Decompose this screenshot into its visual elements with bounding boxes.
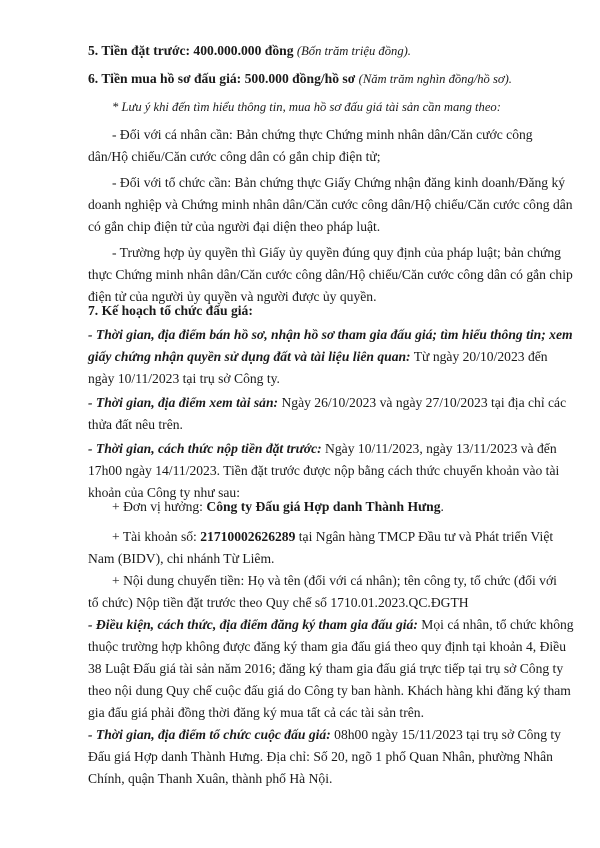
- item-6-dossier-fee: [88, 68, 528, 90]
- bank-account: [88, 526, 554, 570]
- text-line: thuộc trường hợp không được đăng ký tham gia đấu giá theo quy định tại khoản 4, Điều: [88, 639, 567, 654]
- text-line: thực Chứng minh nhân dân/Căn cước công dân/Hộ chiếu/Căn cước công dân có gắn chip: [88, 267, 573, 282]
- text-line: tổ chức) Nộp tiền đặt trước theo Quy chế số 1710.01.2023.QC.ĐGTH: [88, 595, 469, 610]
- plan-2-rest: Ngày 26/10/2023 và ngày 27/10/2023 tại địa chỉ các: [278, 395, 567, 410]
- plan-5-heading: - Thời gian, địa điểm tổ chức cuộc đấu giá:: [88, 727, 331, 742]
- text-line: có gắn chip điện tử của người đại diện theo pháp luật.: [88, 219, 381, 234]
- text-line: ngày 10/11/2023 tại trụ sở Công ty.: [88, 371, 280, 386]
- plan-3-rest: Ngày 10/11/2023, ngày 13/11/2023 và đến: [321, 441, 557, 456]
- plan-1-heading-line-2: giấy chứng nhận quyền sử dụng đất và tài liệu liên quan:: [88, 349, 411, 364]
- item-6-label: 6. Tiền mua hồ sơ đấu giá: 500.000 đồng/hồ sơ: [88, 71, 356, 86]
- text-line: thửa đất nêu trên.: [88, 417, 183, 432]
- plan-property-viewing: [88, 392, 567, 436]
- text-line: 38 Luật Đấu giá tài sản năm 2016; đăng ký tham gia đấu giá trực tiếp tại trụ sở Công ty: [88, 661, 564, 676]
- beneficiary-name: Công ty Đấu giá Hợp danh Thành Hưng: [206, 499, 441, 514]
- account-number: 21710002626289: [200, 529, 296, 544]
- item-5-label: 5. Tiền đặt trước: 400.000.000 đồng: [88, 43, 294, 58]
- text-line: Đấu giá Hợp danh Thành Hưng. Địa chỉ: Số 20, ngõ 1 phố Quan Nhân, phường Nhân: [88, 749, 553, 764]
- note-intro: * Lưu ý khi đến tìm hiểu thông tin, mua hồ sơ đấu giá tài sản cần mang theo:: [112, 100, 501, 114]
- text-line: 17h00 ngày 14/11/2023. Tiền đặt trước được nộp bằng cách thức chuyển khoản vào tài: [88, 463, 560, 478]
- plan-4-heading: - Điều kiện, cách thức, địa điểm đăng ký tham gia đấu giá:: [88, 617, 418, 632]
- text-line: khoản của Công ty như sau:: [88, 485, 240, 500]
- plan-auction-session: [88, 724, 561, 790]
- text-line: Nam (BIDV), chi nhánh Từ Liêm.: [88, 551, 275, 566]
- text-line: điện tử của người ủy quyền và người được ủy quyền.: [88, 289, 377, 304]
- item-6-note: (Năm trăm nghìn đồng/hồ sơ).: [358, 72, 512, 86]
- requirement-organization: [88, 172, 573, 238]
- plan-1-heading-line-1: - Thời gian, địa điểm bán hồ sơ, nhận hồ sơ tham gia đấu giá; tìm hiểu thông tin; xem: [88, 327, 573, 342]
- plan-registration: [88, 614, 574, 724]
- text-line: - Trường hợp ủy quyền thì Giấy ủy quyền đúng quy định của pháp luật; bản chứng: [112, 245, 561, 260]
- punctuation: .: [440, 499, 444, 514]
- text-line: gia đấu giá phải đồng thời đăng ký mua tất cả các tài sản trên.: [88, 705, 424, 720]
- requirement-authorization: [88, 242, 573, 308]
- beneficiary-label: + Đơn vị hưởng:: [112, 499, 207, 514]
- text-line: Chính, quận Thanh Xuân, thành phố Hà Nội.: [88, 771, 333, 786]
- text-line: - Đối với cá nhân cần: Bản chứng thực Chứng minh nhân dân/Căn cước công: [112, 127, 533, 142]
- requirement-individual: [88, 124, 533, 168]
- plan-5-rest: 08h00 ngày 15/11/2023 tại trụ sở Công ty: [330, 727, 561, 742]
- item-7-heading: 7. Kế hoạch tổ chức đấu giá:: [88, 303, 253, 318]
- text-line: dân/Hộ chiếu/Căn cước công dân có gắn chip điện tử;: [88, 149, 381, 164]
- plan-deposit-payment: [88, 438, 560, 504]
- account-rest: tại Ngân hàng TMCP Đầu tư và Phát triển Việt: [295, 529, 554, 544]
- bank-beneficiary: [112, 496, 528, 518]
- text-line: doanh nghiệp và Chứng minh nhân dân/Căn cước công dân/Hộ chiếu/Căn cước công dân: [88, 197, 573, 212]
- plan-3-heading: - Thời gian, cách thức nộp tiền đặt trước:: [88, 441, 322, 456]
- item-5-note: (Bốn trăm triệu đồng).: [296, 44, 411, 58]
- account-label: + Tài khoản số:: [112, 529, 201, 544]
- plan-dossier-sale: [88, 324, 573, 390]
- item-5-deposit: [88, 40, 528, 62]
- transfer-content: [88, 570, 557, 614]
- plan-4-rest: Mọi cá nhân, tổ chức không: [417, 617, 574, 632]
- text-line: + Nội dung chuyển tiền: Họ và tên (đối với cá nhân); tên công ty, tổ chức (đối với: [112, 573, 557, 588]
- plan-1-rest: Từ ngày 20/10/2023 đến: [410, 349, 548, 364]
- plan-2-heading: - Thời gian, địa điểm xem tài sản:: [88, 395, 279, 410]
- text-line: theo nội dung Quy chế cuộc đấu giá do Công ty ban hành. Khách hàng khi đăng ký tham: [88, 683, 571, 698]
- text-line: - Đối với tổ chức cần: Bản chứng thực Giấy Chứng nhận đăng kinh doanh/Đăng ký: [112, 175, 566, 190]
